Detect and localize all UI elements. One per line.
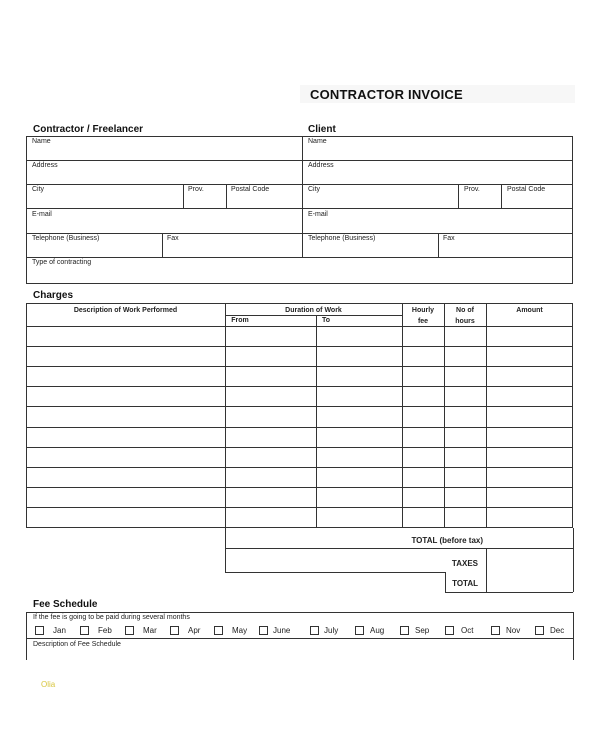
feb-checkbox[interactable]	[80, 626, 89, 635]
month-label: Sep	[415, 626, 430, 635]
client-city-field[interactable]: City	[308, 186, 321, 193]
col-hourly-fee: fee	[417, 318, 429, 325]
oct-checkbox[interactable]	[445, 626, 454, 635]
jan-checkbox[interactable]	[35, 626, 44, 635]
client-name-field[interactable]: Name	[308, 138, 327, 145]
month-label: Nov	[506, 626, 521, 635]
contractor-fax-field[interactable]: Fax	[167, 235, 179, 242]
table-row[interactable]	[26, 507, 573, 508]
client-prov-field[interactable]: Prov.	[464, 186, 480, 193]
col-amount: Amount	[516, 307, 543, 314]
client-heading: Client	[308, 124, 336, 135]
contractor-email-field[interactable]: E-mail	[32, 211, 52, 218]
may-checkbox[interactable]	[214, 626, 223, 635]
table-row[interactable]	[26, 386, 573, 387]
col-hourly: Hourly	[411, 307, 435, 314]
month-label: May	[232, 626, 248, 635]
client-email-field[interactable]: E-mail	[308, 211, 328, 218]
table-row[interactable]	[26, 406, 573, 407]
taxes-label: TAXES	[451, 559, 478, 568]
col-from: From	[231, 317, 249, 324]
month-label: July	[324, 626, 339, 635]
sep-checkbox[interactable]	[400, 626, 409, 635]
aug-checkbox[interactable]	[355, 626, 364, 635]
month-label: Feb	[98, 626, 112, 635]
june-checkbox[interactable]	[259, 626, 268, 635]
fee-schedule-heading: Fee Schedule	[33, 599, 98, 610]
watermark: Olia	[41, 680, 56, 689]
dec-checkbox[interactable]	[535, 626, 544, 635]
contractor-address-field[interactable]: Address	[32, 162, 58, 169]
fee-schedule-note: If the fee is going to be paid during several months	[33, 614, 190, 621]
month-label: Apr	[188, 626, 201, 635]
month-label: June	[273, 626, 291, 635]
table-row[interactable]	[26, 346, 573, 347]
july-checkbox[interactable]	[310, 626, 319, 635]
charges-table	[26, 303, 573, 528]
table-row[interactable]	[26, 447, 573, 448]
table-row[interactable]	[26, 467, 573, 468]
fee-schedule-description-field[interactable]: Description of Fee Schedule	[33, 641, 121, 648]
col-hours-2: hours	[455, 318, 475, 325]
contracting-type-field[interactable]: Type of contracting	[32, 259, 92, 266]
charges-heading: Charges	[33, 290, 74, 301]
client-telephone-field[interactable]: Telephone (Business)	[308, 235, 376, 242]
nov-checkbox[interactable]	[491, 626, 500, 635]
month-label: Jan	[53, 626, 66, 635]
month-label: Oct	[461, 626, 474, 635]
contact-info-grid	[26, 136, 573, 284]
contractor-prov-field[interactable]: Prov.	[188, 186, 204, 193]
col-description: Description of Work Performed	[73, 307, 178, 314]
col-duration: Duration of Work	[285, 307, 342, 314]
client-fax-field[interactable]: Fax	[443, 235, 455, 242]
apr-checkbox[interactable]	[170, 626, 179, 635]
month-label: Mar	[143, 626, 157, 635]
month-label: Dec	[550, 626, 565, 635]
table-row[interactable]	[26, 427, 573, 428]
client-postal-field[interactable]: Postal Code	[507, 186, 546, 193]
invoice-title: CONTRACTOR INVOICE	[310, 87, 463, 102]
table-row[interactable]	[26, 366, 573, 367]
month-label: Aug	[370, 626, 385, 635]
col-hours: No of	[456, 307, 474, 314]
total-label: TOTAL	[452, 579, 478, 588]
client-address-field[interactable]: Address	[308, 162, 334, 169]
table-row[interactable]	[26, 487, 573, 488]
contractor-postal-field[interactable]: Postal Code	[231, 186, 270, 193]
total-before-tax-label: TOTAL (before tax)	[411, 536, 483, 545]
contractor-telephone-field[interactable]: Telephone (Business)	[32, 235, 100, 242]
mar-checkbox[interactable]	[125, 626, 134, 635]
contractor-city-field[interactable]: City	[32, 186, 45, 193]
col-to: To	[321, 317, 331, 324]
contractor-name-field[interactable]: Name	[32, 138, 51, 145]
contractor-heading: Contractor / Freelancer	[33, 124, 144, 135]
